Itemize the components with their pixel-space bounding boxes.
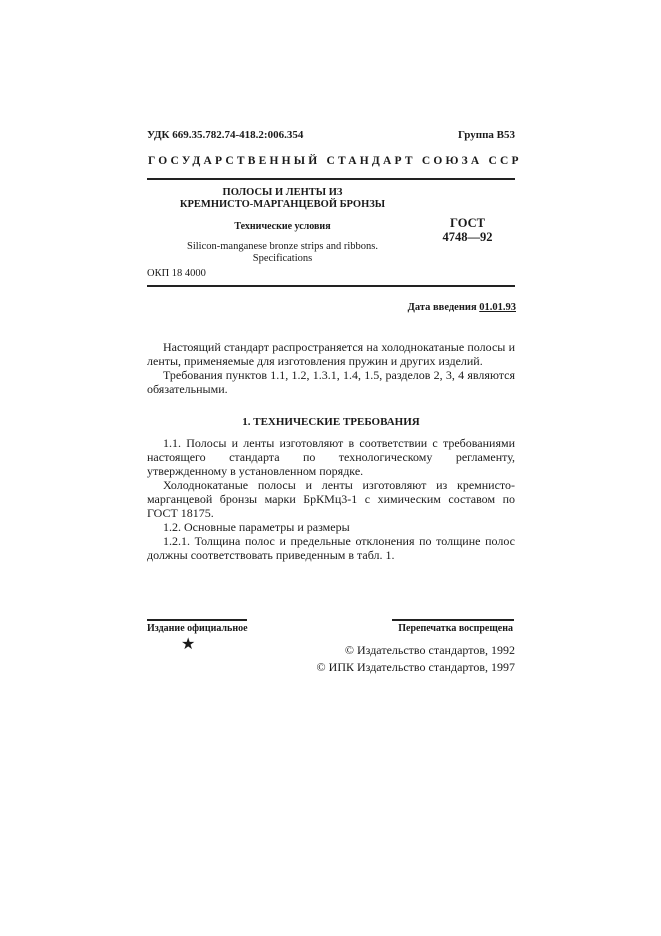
section-heading: 1. ТЕХНИЧЕСКИЕ ТРЕБОВАНИЯ xyxy=(242,416,420,428)
paragraph-scope: Настоящий стандарт распространяется на холоднокатаные полосы и ленты, применяемые для изготовления пружин и других изделий. xyxy=(147,340,515,368)
paragraph-1-2-1: 1.2.1. Толщина полос и предельные отклонения по толщине полос должны соответствовать приведенным в табл. 1. xyxy=(147,534,515,562)
document-title xyxy=(150,187,415,211)
top-divider xyxy=(147,178,515,180)
footer-divider-left xyxy=(147,619,247,621)
intro-date-label: Дата введения xyxy=(407,302,477,313)
state-standard-heading: ГОСУДАРСТВЕННЫЙ СТАНДАРТ СОЮЗА ССР xyxy=(148,155,522,167)
copyright-1997: © ИПК Издательство стандартов, 1997 xyxy=(316,660,515,674)
intro-date-value: 01.01.93 xyxy=(479,302,516,313)
paragraph-1-1: 1.1. Полосы и ленты изготовляют в соответствии с требованиями настоящего стандарта по технологическому регламенту, утвержденному в установленном порядке. xyxy=(147,436,515,478)
title-divider xyxy=(147,285,515,287)
gost-label: ГОСТ xyxy=(450,216,485,230)
official-edition-label: Издание официальное xyxy=(147,623,248,634)
star-icon: ★ xyxy=(181,636,196,653)
title-line-1: ПОЛОСЫ И ЛЕНТЫ ИЗ xyxy=(222,187,343,198)
english-title-line-1: Silicon-manganese bronze strips and ribbons. xyxy=(187,241,378,252)
paragraph-material: Холоднокатаные полосы и ленты изготовляют из кремнисто-марганцевой бронзы марки БрКМц3-1 с химическим составом по ГОСТ 18175. xyxy=(147,478,515,520)
udk-code: УДК 669.35.782.74-418.2:006.354 xyxy=(147,129,304,141)
paragraph-1-2: 1.2. Основные параметры и размеры xyxy=(163,520,350,534)
paragraph-mandatory: Требования пунктов 1.1, 1.2, 1.3.1, 1.4, 1.5, разделов 2, 3, 4 являются обязательными. xyxy=(147,368,515,396)
document-subtitle: Технические условия xyxy=(234,221,331,232)
copyright-1992: © Издательство стандартов, 1992 xyxy=(344,643,515,657)
footer-divider-right xyxy=(392,619,514,621)
gost-designation xyxy=(440,216,495,244)
group-code: Группа В53 xyxy=(457,129,515,141)
english-title xyxy=(150,241,415,265)
english-title-line-2: Specifications xyxy=(252,253,313,264)
requirements-text xyxy=(147,436,515,562)
intro-date xyxy=(380,302,516,313)
title-line-2: КРЕМНИСТО-МАРГАНЦЕВОЙ БРОНЗЫ xyxy=(179,199,386,210)
okp-code: ОКП 18 4000 xyxy=(147,268,206,279)
reprint-prohibited-label: Перепечатка воспрещена xyxy=(398,623,513,634)
scope-paragraph xyxy=(147,340,515,396)
gost-number: 4748—92 xyxy=(442,230,493,244)
